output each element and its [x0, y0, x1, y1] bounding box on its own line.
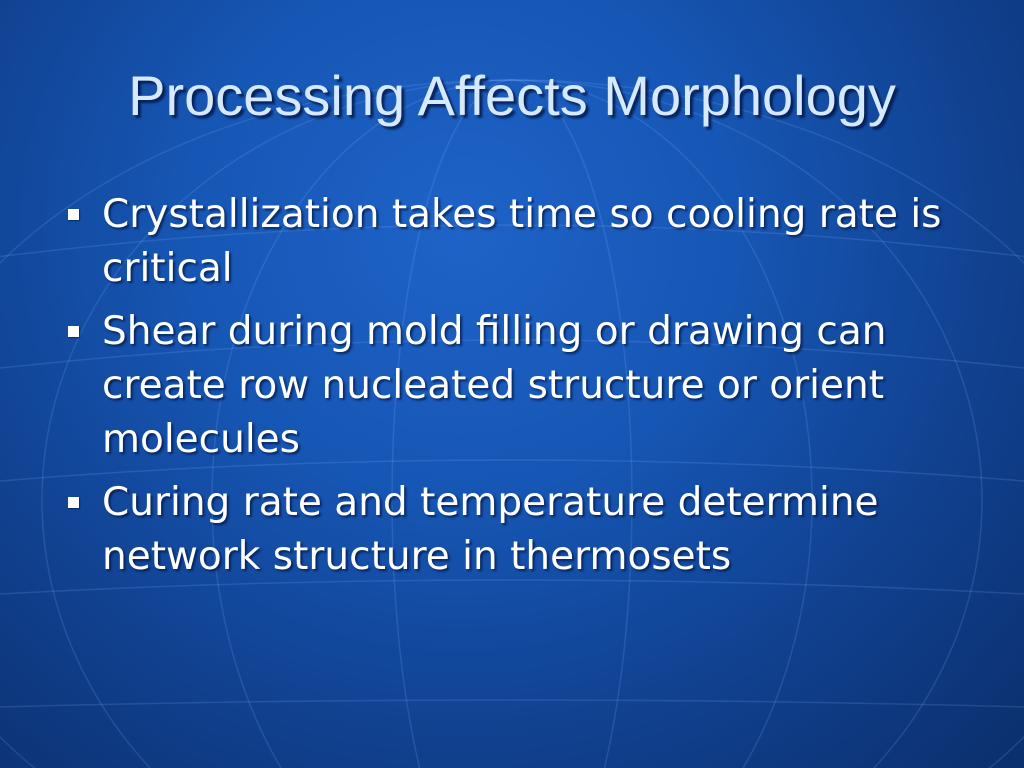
square-bullet-icon: [68, 209, 79, 220]
slide-title: Processing Affects Morphology: [128, 64, 896, 127]
bullet-item: [60, 305, 980, 467]
square-bullet-icon: [68, 326, 79, 337]
bullet-item: [60, 188, 980, 296]
square-bullet-icon: [68, 497, 79, 508]
bullet-list: [60, 188, 980, 593]
bullet-text: Curing rate and temperature determine network structure in thermosets: [102, 480, 879, 579]
bullet-text: Crystallization takes time so cooling rate is critical: [102, 192, 942, 291]
bullet-item: [60, 476, 980, 584]
bullet-text: Shear during mold filling or drawing can create row nucleated structure or orient molecules: [102, 309, 887, 462]
